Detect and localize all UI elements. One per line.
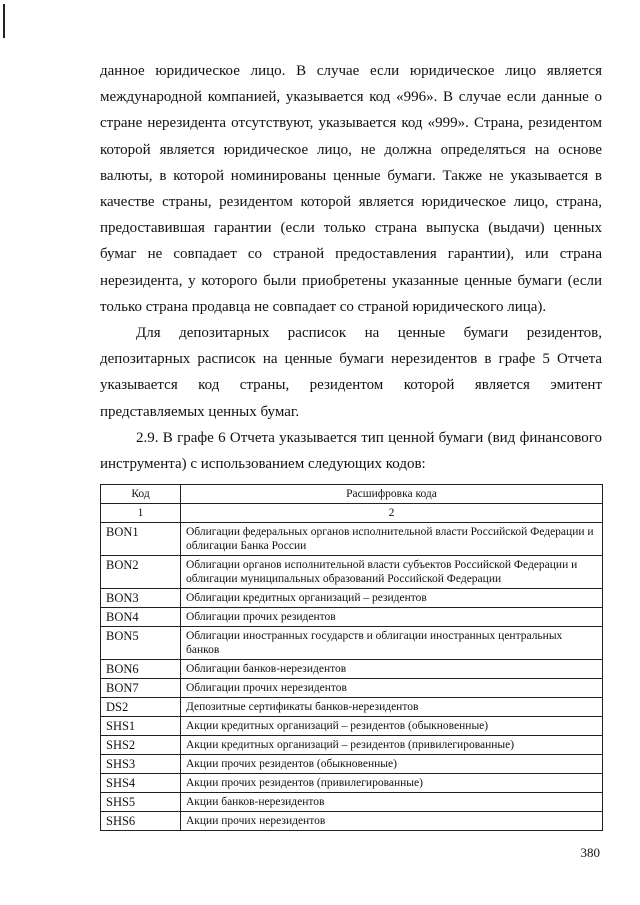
security-type-codes-table <box>100 484 603 831</box>
table-row <box>101 755 603 774</box>
header-code: Код <box>101 485 181 504</box>
column-number-2: 2 <box>181 504 603 523</box>
description-cell: Облигации прочих резидентов <box>181 608 603 627</box>
description-cell: Облигации федеральных органов исполнительной власти Российской Федерации и облигации Банка России <box>181 523 603 556</box>
paragraph-depositary-receipts: Для депозитарных расписок на ценные бумаги резидентов, депозитарных расписок на ценные бумаги нерезидентов в графе 5 Отчета указывается код страны, резидентом которой является эмитент представляемых ценных бумаг. <box>100 325 602 420</box>
code-cell: SHS2 <box>101 736 181 755</box>
paragraph-section-2-9: 2.9. В графе 6 Отчета указывается тип ценной бумаги (вид финансового инструмента) с использованием следующих кодов: <box>100 429 602 473</box>
code-cell: SHS3 <box>101 755 181 774</box>
table-row <box>101 679 603 698</box>
table-row <box>101 589 603 608</box>
code-cell: BON5 <box>101 627 181 660</box>
description-cell: Акции кредитных организаций – резидентов (привилегированные) <box>181 736 603 755</box>
table-row <box>101 608 603 627</box>
code-cell: BON2 <box>101 556 181 589</box>
description-cell: Акции прочих нерезидентов <box>181 812 603 831</box>
paragraph-country-rules: данное юридическое лицо. В случае если юридическое лицо является международной компанией, указывается код «996». В случае если данные о стране нерезидента отсутствуют, указывается код «999». Страна, резидентом которой является юридическое лицо, не должна определяться на основе валюты, в которой номинированы ценные бумаги. Также не указывается в качестве страны, резидентом которой является юридическое лицо, страна, предоставившая гарантии (если только страна выпуска (выдачи) ценных бумаг не совпадает со страной предоставления гарантии), или страна нерезидента, у которого были приобретены указанные ценные бумаги (если только страна продавца не совпадает со страной юридического лица). <box>100 63 602 315</box>
column-number-1: 1 <box>101 504 181 523</box>
code-cell: SHS5 <box>101 793 181 812</box>
code-cell: BON7 <box>101 679 181 698</box>
header-description: Расшифровка кода <box>181 485 603 504</box>
code-cell: DS2 <box>101 698 181 717</box>
description-cell: Депозитные сертификаты банков-нерезидентов <box>181 698 603 717</box>
table-row <box>101 698 603 717</box>
code-cell: BON3 <box>101 589 181 608</box>
description-cell: Акции кредитных организаций – резидентов (обыкновенные) <box>181 717 603 736</box>
description-cell: Акции прочих резидентов (привилегированные) <box>181 774 603 793</box>
description-cell: Акции прочих резидентов (обыкновенные) <box>181 755 603 774</box>
description-cell: Акции банков-нерезидентов <box>181 793 603 812</box>
table-header-row <box>101 485 603 504</box>
table-row <box>101 627 603 660</box>
description-cell: Облигации иностранных государств и облигации иностранных центральных банков <box>181 627 603 660</box>
code-cell: SHS4 <box>101 774 181 793</box>
code-cell: SHS6 <box>101 812 181 831</box>
page-number: 380 <box>580 845 600 860</box>
description-cell: Облигации прочих нерезидентов <box>181 679 603 698</box>
table-row <box>101 793 603 812</box>
code-cell: BON6 <box>101 660 181 679</box>
table-row <box>101 812 603 831</box>
table-row <box>101 523 603 556</box>
code-cell: BON4 <box>101 608 181 627</box>
table-row <box>101 774 603 793</box>
document-body <box>100 58 602 831</box>
scan-edge-mark <box>3 4 5 38</box>
table-row <box>101 736 603 755</box>
table-column-numbers-row <box>101 504 603 523</box>
table-row <box>101 556 603 589</box>
description-cell: Облигации банков-нерезидентов <box>181 660 603 679</box>
table-body <box>101 523 603 831</box>
description-cell: Облигации органов исполнительной власти субъектов Российской Федерации и облигации муниципальных образований Российской Федерации <box>181 556 603 589</box>
code-cell: BON1 <box>101 523 181 556</box>
code-cell: SHS1 <box>101 717 181 736</box>
description-cell: Облигации кредитных организаций – резидентов <box>181 589 603 608</box>
table-row <box>101 717 603 736</box>
table-row <box>101 660 603 679</box>
